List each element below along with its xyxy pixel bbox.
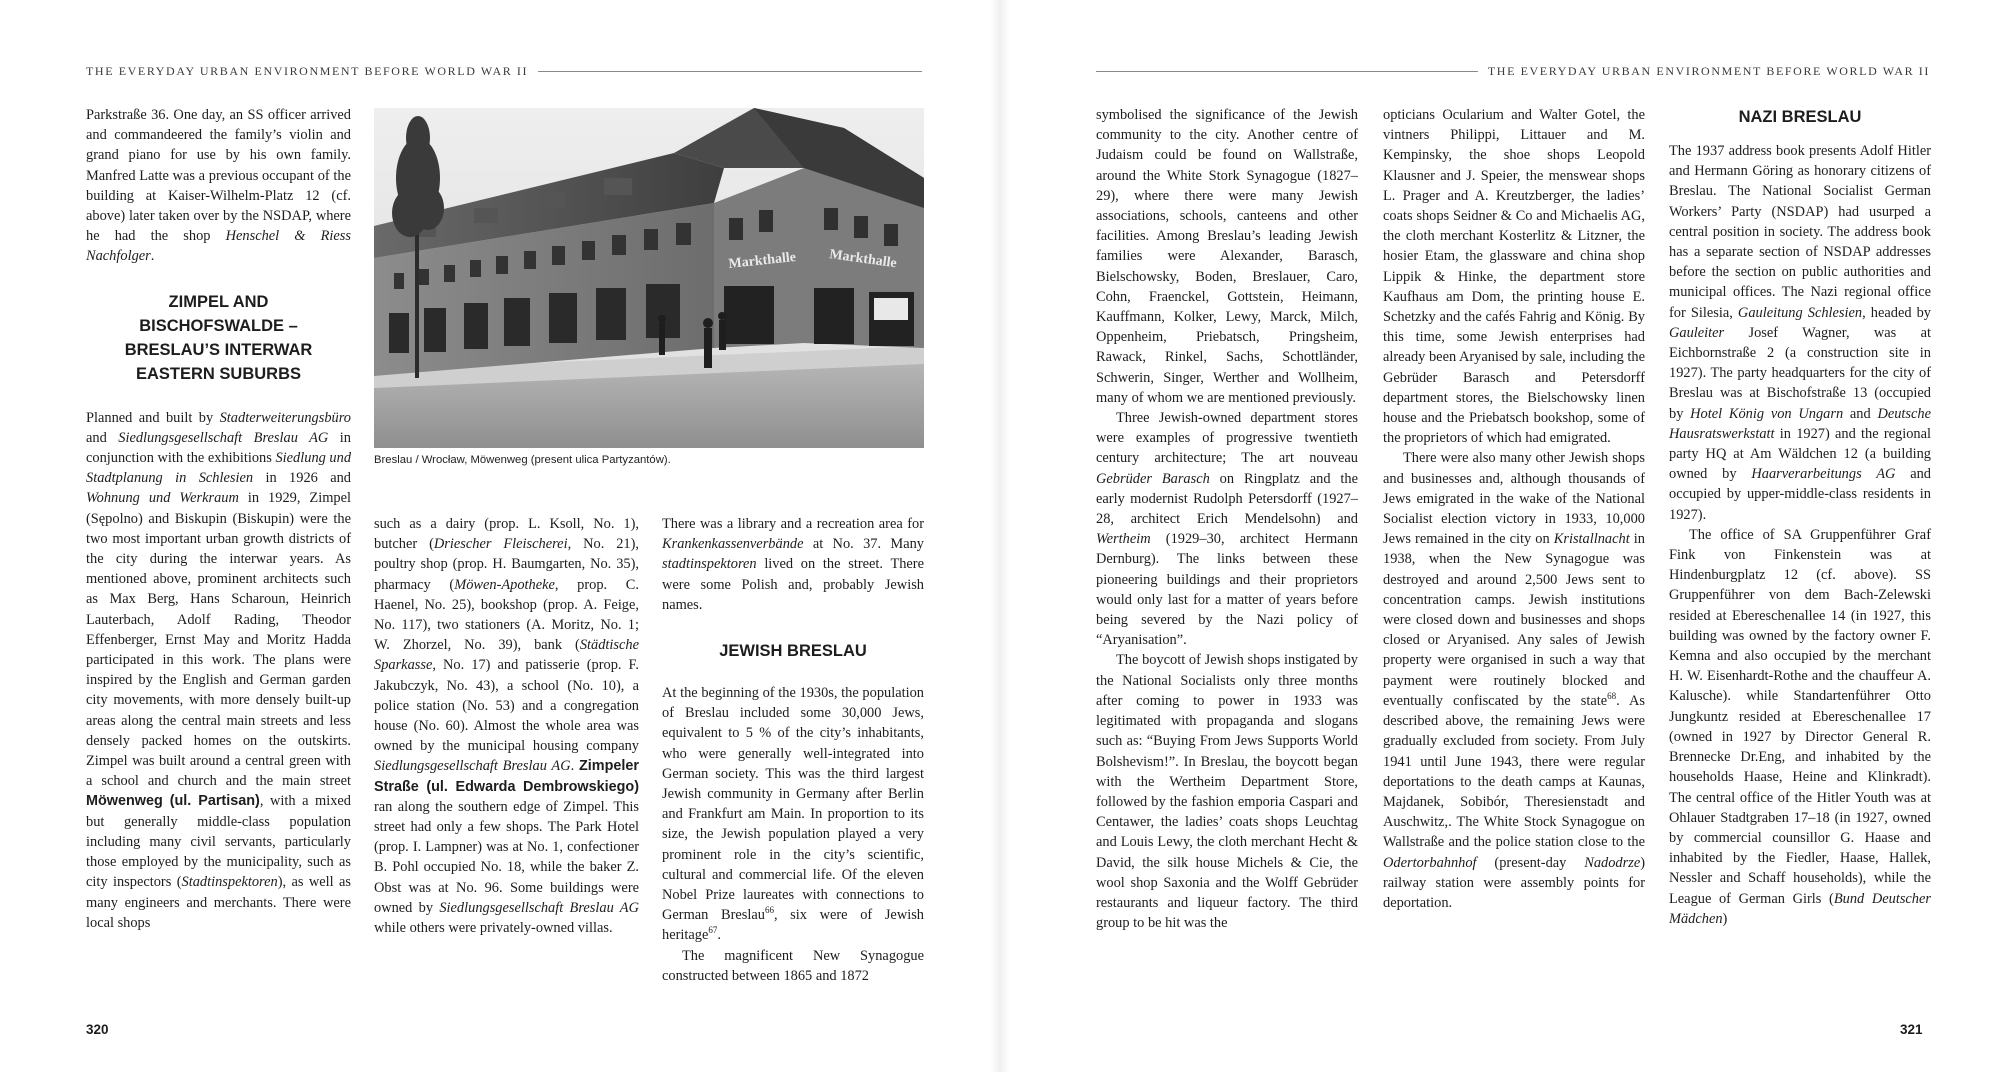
text-run: .: [570, 758, 580, 775]
section-heading-zimpel: [86, 290, 351, 386]
right-page: [1000, 0, 2000, 1072]
text-run: and: [86, 429, 119, 446]
text-run: Planned and built by: [86, 409, 220, 426]
text-run: ran along the southern edge of Zimpel. This street had only a few shops. The Park Hotel (prop. I. Lampner) was at No. 1, confectioner B. Pohl occupied No. 18, while the baker Z. Obst was at No. 96. Some buildings were owned by: [374, 798, 639, 916]
text-run: (1929–30, architect Hermann Dernburg). The links between these pioneering buildings and their proprietors would only last for a matter of years before being severed by the Nazi policy of “Aryanisation”.: [1096, 531, 1358, 649]
text-run: Städtische Sparkasse: [374, 637, 639, 674]
text-run: Three Jewish-owned department stores were examples of progressive twentieth century architecture; The art nouveau: [1096, 410, 1358, 467]
heading-zimpel-line: ZIMPEL AND: [168, 292, 269, 311]
text-run: Siedlung und Stadtplanung in Schlesien: [86, 450, 352, 487]
text-run: Krankenkassenverbände: [662, 536, 804, 553]
text-run: Stadterweiterungsbüro: [219, 409, 351, 426]
text-run: Hotel König von Ungarn: [1690, 405, 1844, 422]
left-column-3: [662, 514, 924, 986]
running-head-rule: [538, 71, 922, 72]
street-photo-image: [374, 108, 924, 448]
sign-markthalle-left: Markthalle: [727, 249, 797, 272]
running-head-rule: [1096, 71, 1478, 72]
text-run: Gauleiter: [1669, 324, 1725, 341]
text-run: symbolised the significance of the Jewish community to the city. Another centre of Judaism could be found on Wallstraße, around the White Stork Synagogue (1827–29), where there were many Jewish associations, schools, canteens and other facilities. Among Breslau’s leading Jewish families were Alexander, Barasch, Bielschowsky, Boden, Breslauer, Caro, Cohn, Fraenckel, Gottstein, Heimann, Kauffmann, Kolker, Lewy, Marck, Milch, Oppenheim, Priebatsch, Pringsheim, Rawack, Rinkel, Sachs, Schottländer, Schwerin, Singer, Werther and Wollheim, many of whom we are mentioned previously.: [1096, 107, 1358, 406]
text-run: Wertheim: [1096, 531, 1151, 548]
text-run: in 1927) and the regional party HQ at Am Wäldchen 12 (a building owned by: [1669, 425, 1931, 483]
text-run: Siedlungsgesellschaft Breslau AG: [439, 899, 639, 916]
text-run: Siedlungsgesellschaft Breslau AG: [118, 429, 329, 446]
paragraph: [86, 105, 351, 267]
text-run: There was a library and a recreation area for: [662, 516, 924, 532]
right-column-3: [1669, 105, 1931, 929]
text-run: Odertorbahnhof: [1383, 854, 1477, 871]
text-run: Gauleitung Schlesien: [1737, 304, 1863, 321]
text-run: , with a mixed but generally middle-class population including many civil servants, particularly those employed by the municipality, such as city inspectors (: [86, 793, 351, 891]
text-run: The office of SA Gruppenführer Graf Fink von Finkenstein was at Hindenburgplatz 12 (cf. above). SS Gruppenführer von dem Bach-Zelewski resided at Ebereschenallee 14 (in 1927, this building was owned by the factory owner F. Kemna and also occupied by the merchant H. W. Eisenhardt-Rothe and the chauffeur A. Kalusche). while Standartenführer Otto Jungkuntz resided at Ebereschenallee 17 (owned in 1927 by Director General R. Brennecke Dr.Eng, and inhabited by the households Haase, Heine and Klinkradt). The central office of the Hitler Youth was at Ohlauer Stadtgraben 17–18 (in 1927, owned by commercial counsillor G. Haase and inhabited by the Fiedler, Haase, Hallek, Nessler and Schaff households), while the League of German Girls (: [1669, 526, 1931, 907]
text-run: such as a dairy (prop. L. Ksoll, No. 1), butcher (: [374, 516, 639, 553]
text-run: ) railway station were assembly points for deportation.: [1383, 854, 1645, 911]
text-run: in conjunction with the exhibitions: [86, 429, 351, 467]
paragraph: [1383, 105, 1645, 448]
text-run: and: [1843, 405, 1878, 422]
text-run: , six were of Jewish heritage: [662, 907, 925, 944]
text-run: The 1937 address book presents Adolf Hitler and Hermann Göring as honorary citizens of Breslau. The National Socialist German Workers’ Party (NSDAP) had usurped a central position in society. The address book has a separate section of NSDAP addresses before the section on public authorities and municipal offices. The Nazi regional office for Silesia,: [1669, 143, 1931, 321]
text-run: Bund Deutscher Mädchen: [1669, 890, 1931, 927]
text-run: lived on the street. There were some Polish and, probably Jewish names.: [662, 556, 924, 613]
text-run: 66: [764, 905, 774, 916]
right-col1-text: [1096, 105, 1358, 933]
sign-markthalle-right: Markthalle: [828, 247, 898, 272]
running-head-left-text: THE EVERYDAY URBAN ENVIRONMENT BEFORE WORLD WAR II: [86, 63, 529, 78]
text-run: ): [1722, 910, 1728, 927]
text-run: , No. 17) and patisserie (prop. F. Jakubczyk, No. 43), a school (No. 10), a police station (No. 53) and a congregation house (No. 60). Almost the whole area was owned by the municipal housing company: [374, 657, 639, 755]
text-run: Kristallnacht: [1553, 531, 1630, 548]
text-run: on Ringplatz and the early modernist Rudolph Petersdorff (1927–28, architect Erich Mendelsohn) and: [1096, 470, 1359, 528]
text-run: in 1929, Zimpel (Sępolno) and Biskupin (Biskupin) were the two most important urban growth districts of the city during the interwar years. As mentioned above, prominent architects such as Max Berg, Hans Scharoun, Heinrich Lauterbach, Adolf Rading, Theodor Effenberger, Ernst May and Moritz Hadda participated in this work. The plans were inspired by the English and German garden city movements, with more densely built-up areas along the central main streets and less densely packed homes on the outskirts. Zimpel was built around a central green with a school and church and the main street: [86, 490, 351, 790]
paragraph: [662, 946, 924, 986]
right-column-1: [1096, 105, 1358, 933]
text-run: (present-day: [1476, 854, 1585, 871]
text-run: Möwen-Apotheke: [454, 576, 555, 593]
paragraph: [1669, 525, 1931, 929]
text-run: The magnificent New Synagogue constructed between 1865 and 1872: [662, 947, 924, 984]
text-run: . As described above, the remaining Jews were gradually excluded from society. From July 1941 until June 1943, there were regular deportations to the death camps at Kaunas, Majdanek, Sobibór, Theresienstadt and Auschwitz,. The White Stock Synagogue on Wallstraße and the police station close to the: [1383, 692, 1645, 851]
text-run: .: [150, 248, 155, 265]
text-run: Wohnung und Werkraum: [86, 490, 239, 507]
paragraph: [1383, 448, 1645, 913]
left-col1-top-text: [86, 105, 351, 267]
right-col2-text: [1383, 105, 1645, 913]
running-head-left: [86, 62, 922, 80]
paragraph: [1096, 650, 1358, 933]
text-run: 68: [1607, 691, 1617, 702]
text-run: The boycott of Jewish shops instigated by the National Socialists only three months after coming to power in 1933 was legitimated with propaganda and slogans such as: “Buying From Jews Supports World Bolshevism!”. In Breslau, the boycott began with the Wertheim Department Store, followed by the fashion emporia Caspari and Centawer, the ladies’ coats shops Leuchtag and Louis Lewy, the cloth merchant Hecht & David, the silk house Michels & Cie, the wool shop Saxonia and the Wolff Gebrüder restaurants and liqueur factory. The third group to be hit was the: [1096, 652, 1358, 932]
text-run: and occupied by upper-middle-class residents in 1927).: [1669, 466, 1931, 523]
text-run: Deutsche Hausratswerkstatt: [1669, 405, 1931, 442]
text-run: Driescher Fleischerei: [433, 536, 568, 553]
page-number-right: 321: [1900, 1022, 1923, 1037]
street-photo: [374, 108, 924, 448]
text-run: opticians Ocularium and Walter Gotel, the vintners Philippi, Littauer and M. Kempinsky, the shoe shops Leopold Klausner and J. Speier, the menswear shops L. Prager and A. Kreutzberger, the ladies’ coats shops Seidner & Co and Michaelis AG, the cloth merchant Kosterlitz & Litzner, the hosier Etam, the glassware and china shop Lippik & Hinke, the department store Kaufhaus am Dom, the printing house E. Schetzky and the cafés Fahrig and König. By this time, some Jewish enterprises had already been Aryanised by sale, including the Gebrüder Barasch and Petersdorff department stores, the Bielschowsky linen house and the Priebatsch bookshop, some of the proprietors of which had emigrated.: [1383, 107, 1645, 447]
paragraph: [1096, 105, 1358, 408]
running-head-right-text: THE EVERYDAY URBAN ENVIRONMENT BEFORE WORLD WAR II: [1487, 63, 1930, 78]
paragraph: [1096, 408, 1358, 650]
running-head-right: [1096, 62, 1930, 80]
right-col3-text: [1669, 141, 1931, 929]
text-run: , headed by: [1862, 304, 1932, 321]
text-run: stadtinspektoren: [662, 556, 757, 573]
text-run: There were also many other Jewish shops and businesses and, although thousands of Jews emigrated in the wake of the National Socialist election victory in 1933, 10,000 Jews remained in the city on: [1383, 450, 1645, 548]
text-run: ), as well as many engineers and merchants. There were local shops: [86, 874, 351, 931]
figure-caption: Breslau / Wrocław, Möwenweg (present ulica Partyzantów).: [374, 454, 671, 466]
section-heading-nazi: NAZI BRESLAU: [1738, 108, 1862, 126]
text-run: while others were privately-owned villas.: [374, 920, 613, 937]
left-col2-text: [374, 514, 639, 938]
paragraph: [1669, 141, 1931, 525]
paragraph: [86, 408, 351, 933]
text-run: Stadtinspektoren: [181, 874, 278, 891]
paragraph: [662, 683, 924, 946]
left-column-2: [374, 514, 639, 938]
text-run: Henschel & Riess Nachfolger: [86, 228, 351, 265]
left-col3-top-text: [662, 514, 924, 615]
text-run: Nadodrze: [1584, 854, 1641, 871]
left-col1-bottom-text: [86, 408, 351, 933]
text-run: Möwenweg (ul. Partisan): [86, 793, 260, 810]
text-run: 67: [708, 925, 718, 936]
text-run: , prop. C. Haenel, No. 25), bookshop (prop. A. Feige, No. 117), two stationers (A. Moritz, No. 1; W. Zhorzel, No. 39), bank (: [374, 576, 640, 654]
text-run: in 1926 and: [253, 470, 351, 487]
paragraph: [662, 514, 924, 615]
text-run: Parkstraße 36. One day, an SS officer arrived and commandeered the family’s violin and grand piano for use by his own family. Manfred Latte was a previous occupant of the building at Kaiser-Wilhelm-Platz 12 (cf. above) later taken over by the NSDAP, where he had the shop: [86, 107, 351, 245]
section-heading-jewish: JEWISH BRESLAU: [719, 642, 867, 661]
heading-zimpel-line: EASTERN SUBURBS: [135, 364, 302, 383]
text-run: , No. 21), poultry shop (prop. H. Baumgarten, No. 35), pharmacy (: [374, 536, 640, 593]
right-column-2: [1383, 105, 1645, 913]
text-run: At the beginning of the 1930s, the population of Breslau included some 30,000 Jews, equivalent to 5 % of the city’s inhabitants, who were generally well-integrated into German society. This was the third largest Jewish community in Germany after Berlin and Frankfurt am Main. In proportion to its size, the Jewish population played a very prominent role in the city’s scientific, cultural and commercial life. Of the eleven Nobel Prize laureates with connections to German Breslau: [662, 685, 924, 924]
text-run: .: [717, 927, 721, 944]
left-column-1: [86, 105, 351, 933]
heading-zimpel-line: BRESLAU’S INTERWAR: [124, 340, 313, 359]
text-run: Haarverarbeitungs AG: [1751, 466, 1896, 483]
text-run: Zimpeler Straße (ul. Edwarda Dembrowskiego): [374, 758, 639, 795]
text-run: Gebrüder Barasch: [1096, 470, 1210, 487]
paragraph: [374, 514, 639, 938]
text-run: at No. 37. Many: [803, 536, 924, 553]
text-run: in 1938, when the New Synagogue was destroyed and around 2,500 Jews sent to concentration camps. Jewish institutions were closed down and businesses and shops closed or Aryanised. Any sales of Jewish property were organised in such a way that payment were routinely blocked and eventually confiscated by the state: [1383, 531, 1645, 709]
text-run: Siedlungsgesellschaft Breslau AG: [374, 758, 571, 775]
heading-zimpel-line: BISCHOFSWALDE –: [139, 316, 298, 335]
left-col3-bottom-text: [662, 683, 924, 986]
text-run: Josef Wagner, was at Eichbornstraße 2 (a construction site in 1927). The party headquarters for the city of Breslau was at Bischofstraße 13 (occupied by: [1669, 324, 1931, 422]
page-number-left: 320: [86, 1022, 109, 1037]
